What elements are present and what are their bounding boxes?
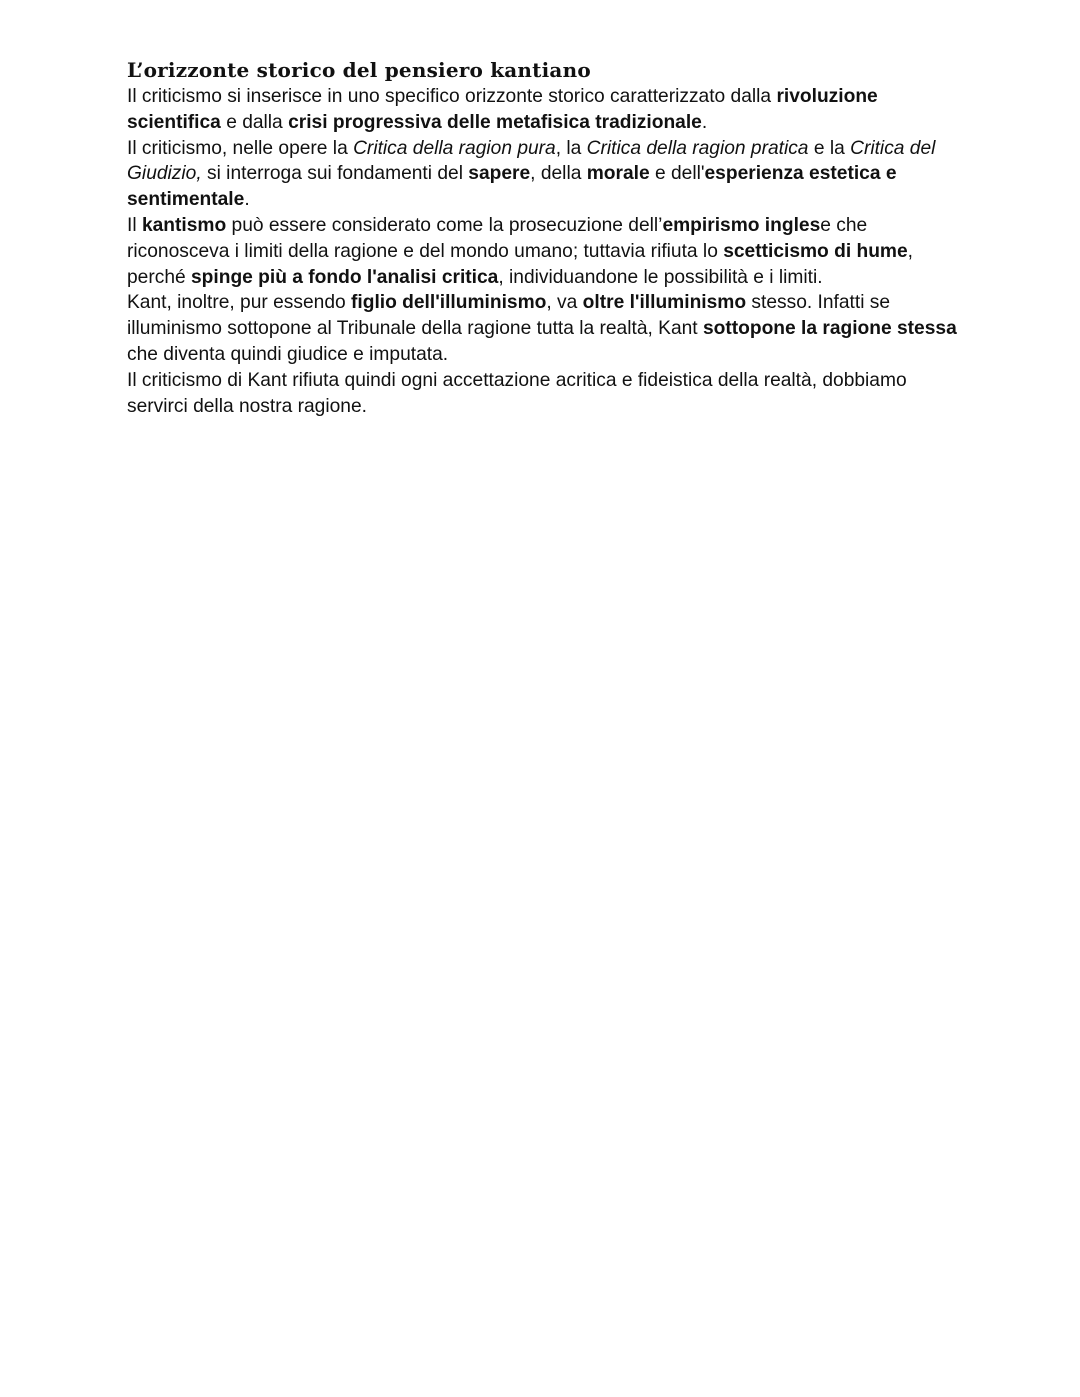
bold-text: oltre l'illuminismo	[582, 292, 747, 314]
text-run: , la	[555, 137, 587, 159]
bold-text: figlio dell'illuminismo	[351, 292, 547, 314]
text-run: Kant, inoltre, pur essendo	[127, 292, 351, 314]
bold-text: rivoluzione scientifica	[127, 86, 878, 133]
text-run: , va	[546, 292, 583, 314]
text-run: Il criticismo di Kant rifiuta quindi ogni accettazione acritica e fideistica della realtà, dobbiamo servirci della nostra ragione.	[127, 369, 907, 417]
text-run: .	[701, 111, 708, 133]
bold-text: morale	[586, 163, 650, 185]
text-run: Il criticismo, nelle opere la	[127, 137, 354, 159]
italic-text: Critica del Giudizio,	[127, 137, 936, 185]
text-run: e dell'	[649, 163, 705, 185]
paragraph	[127, 213, 957, 290]
paragraph	[127, 136, 957, 213]
paragraph	[127, 368, 957, 420]
paragraph	[127, 290, 957, 367]
text-run: stesso. Infatti se illuminismo sottopone al Tribunale della ragione tutta la realtà, Kant	[127, 292, 891, 340]
bold-text: esperienza estetica e sentimentale	[127, 163, 897, 211]
text-run: può essere considerato come la prosecuzione dell’	[226, 214, 663, 236]
italic-text: Critica della ragion pratica	[586, 137, 809, 159]
text-run: , della	[530, 163, 587, 185]
bold-text: crisi progressiva delle metafisica tradizionale	[288, 111, 702, 133]
text-run: si interroga sui fondamenti del	[201, 163, 469, 185]
text-run: .	[244, 189, 250, 211]
text-run: e che riconosceva i limiti della ragione e del mondo umano; tuttavia rifiuta lo	[127, 214, 868, 262]
document-body	[127, 84, 957, 419]
text-run: e dalla	[220, 111, 289, 133]
text-run: , individuandone le possibilità e i limiti.	[498, 266, 823, 288]
bold-text: empirismo ingles	[662, 214, 821, 236]
document-title: L’orizzonte storico del pensiero kantiano	[127, 58, 591, 82]
text-run: Il criticismo si inserisce in uno specifico orizzonte storico caratterizzato dalla	[127, 86, 777, 107]
bold-text: sottopone la ragione stessa	[702, 318, 957, 340]
paragraph	[127, 84, 957, 136]
bold-text: kantismo	[141, 214, 227, 236]
text-run: e la	[808, 137, 851, 159]
text-run: , perché	[127, 240, 914, 288]
bold-text: sapere	[468, 163, 531, 185]
bold-text: spinge più a fondo l'analisi critica	[191, 266, 499, 288]
text-run: Il	[127, 214, 142, 236]
italic-text: Critica della ragion pura	[353, 137, 556, 159]
text-run: che diventa quindi giudice e imputata.	[127, 343, 449, 365]
document-page	[127, 56, 957, 419]
bold-text: scetticismo di hume	[723, 240, 908, 262]
